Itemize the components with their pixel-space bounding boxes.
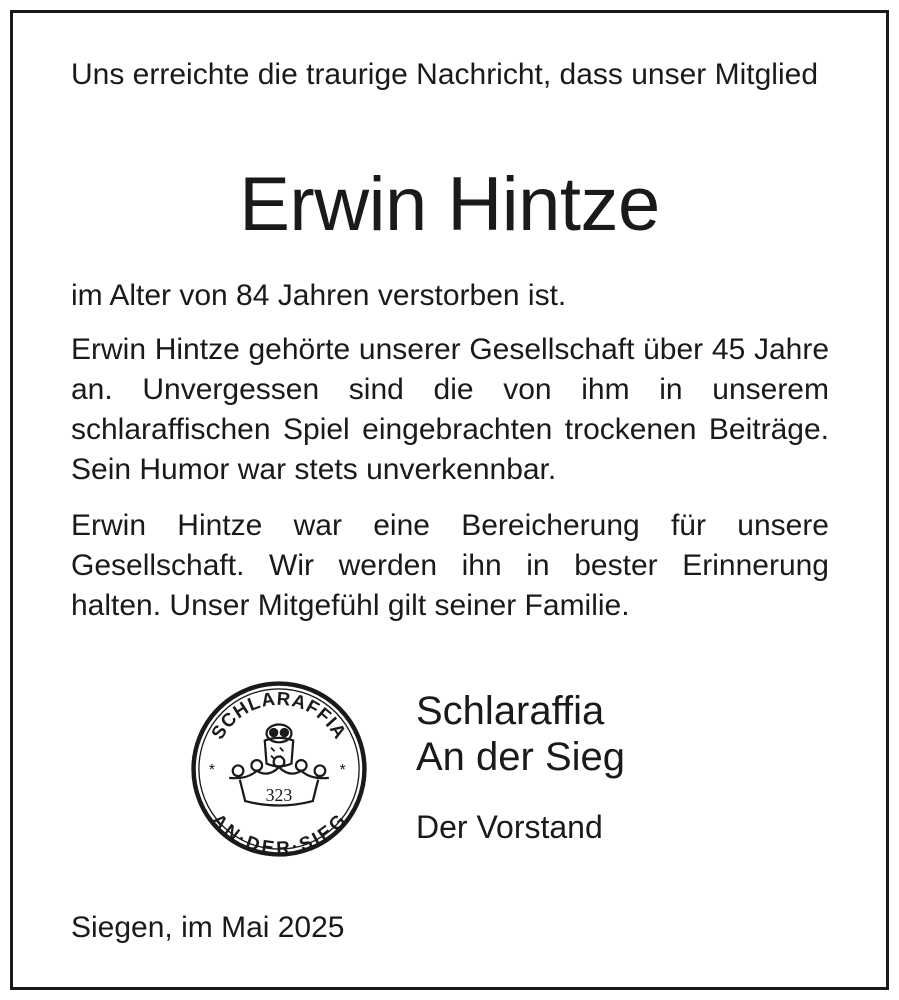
board-signature: Der Vorstand <box>416 809 603 845</box>
intro-text: Uns erreichte die traurige Nachricht, dass unser Mitglied <box>71 58 818 91</box>
seal-number: 323 <box>265 785 293 806</box>
seal-bottom-text: AN·DER·SIEG <box>208 809 350 858</box>
condolence-paragraph: Erwin Hintze war eine Bereicherung für unsere Gesellschaft. Wir werden ihn in bester Erinnerung halten. Unser Mitgefühl gilt seiner Familie. <box>71 509 829 622</box>
schlaraffia-seal-icon <box>190 680 368 858</box>
seal-star-right-icon: * <box>339 761 346 780</box>
owl-icon <box>265 725 293 767</box>
organization-name <box>416 688 625 780</box>
organization-name-line-1: Schlaraffia <box>416 689 605 733</box>
seal-top-text: SCHLARAFFIA <box>206 687 352 743</box>
seal-star-left-icon: * <box>208 761 215 780</box>
age-line: im Alter von 84 Jahren verstorben ist. <box>71 279 567 312</box>
deceased-name: Erwin Hintze <box>239 162 660 247</box>
place-date: Siegen, im Mai 2025 <box>71 911 345 944</box>
tribute-paragraph: Erwin Hintze gehörte unserer Gesellschaft über 45 Jahre an. Unvergessen sind die von ihm in unserem schlaraffischen Spiel eingebrachten trockenen Beiträge. Sein Humor war stets unverkennbar. <box>71 333 829 486</box>
organization-name-line-2: An der Sieg <box>416 735 626 779</box>
